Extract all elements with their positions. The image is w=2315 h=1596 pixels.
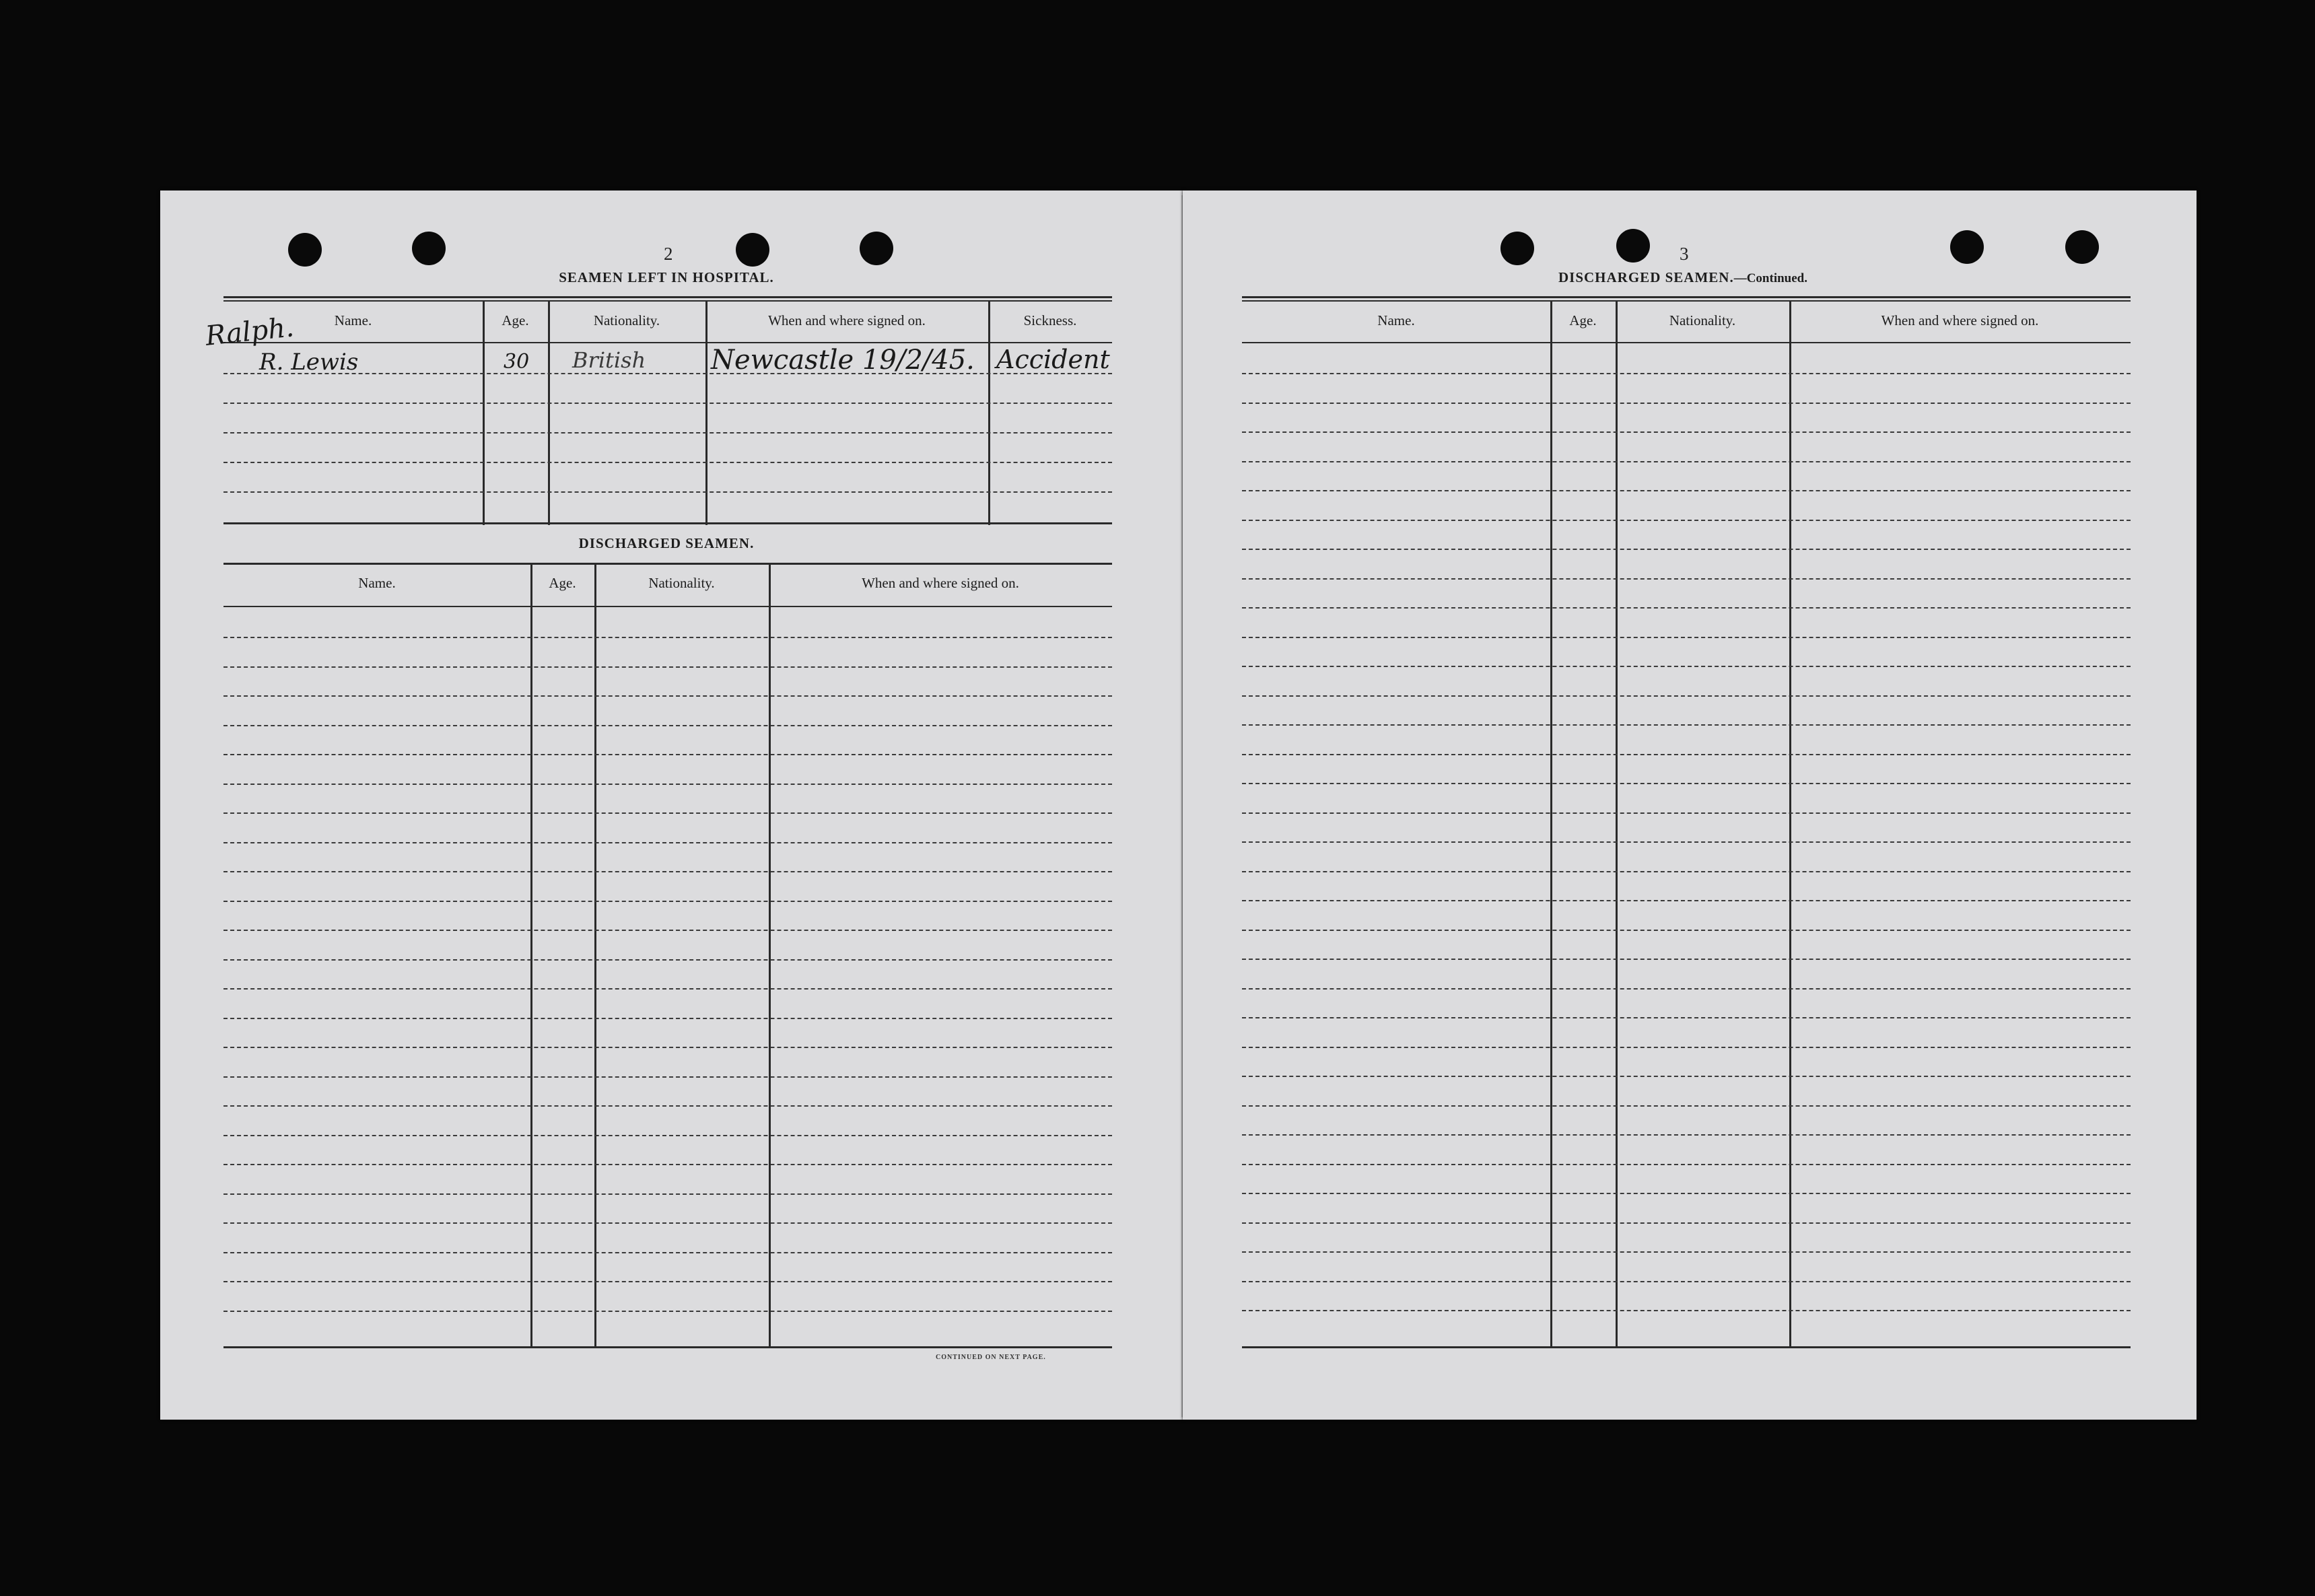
- ruled-line: [223, 1135, 1112, 1136]
- col-header-nationality: Nationality.: [593, 312, 660, 328]
- ruled-line: [223, 812, 1112, 814]
- punch-hole: [736, 233, 769, 267]
- ruled-line: [1242, 959, 2131, 960]
- ruled-line: [223, 1311, 1112, 1312]
- col-header-signed-on: When and where signed on.: [862, 575, 1019, 591]
- ruled-line: [1242, 841, 2131, 843]
- punch-hole: [1950, 230, 1984, 264]
- ruled-line: [223, 1193, 1112, 1195]
- hospital-entry-signed-on: Newcastle 19/2/45.: [711, 345, 975, 376]
- page-number-left: 2: [664, 244, 673, 264]
- ruled-line: [1242, 930, 2131, 931]
- punch-hole: [2065, 230, 2099, 264]
- ruled-line: [1242, 1105, 2131, 1107]
- ruled-line: [1242, 1281, 2131, 1282]
- ruled-line: [1242, 1134, 2131, 1136]
- ruled-line: [1242, 871, 2131, 872]
- col-header-signed-on: When and where signed on.: [768, 312, 926, 328]
- ruled-line: [223, 432, 1112, 433]
- punch-hole: [860, 232, 893, 265]
- ruled-line: [223, 403, 1112, 404]
- discharged-continued-table: [1242, 296, 2131, 1352]
- col-header-age: Age.: [1569, 312, 1597, 328]
- ruled-line: [223, 1222, 1112, 1224]
- ruled-line: [1242, 1251, 2131, 1253]
- continued-title-suffix: —Continued.: [1733, 271, 1807, 285]
- ruled-line: [223, 930, 1112, 931]
- ruled-line: [223, 871, 1112, 872]
- hospital-entry-age: 30: [504, 350, 530, 374]
- ruled-line: [1242, 988, 2131, 990]
- discharged-section-title: DISCHARGED SEAMEN.: [578, 535, 755, 551]
- hospital-section-title: SEAMEN LEFT IN HOSPITAL.: [559, 269, 774, 285]
- ruled-line: [1242, 812, 2131, 814]
- ruled-line: [1242, 900, 2131, 901]
- ruled-line: [223, 1281, 1112, 1282]
- ruled-line: [1242, 1076, 2131, 1077]
- ruled-line: [223, 1105, 1112, 1107]
- discharged-table: [223, 563, 1112, 1352]
- ruled-line: [223, 1252, 1112, 1253]
- ruled-line: [1242, 607, 2131, 609]
- col-header-name: Name.: [358, 575, 396, 591]
- ruled-line: [1242, 754, 2131, 755]
- hospital-entry-sickness: Accident: [996, 345, 1110, 374]
- ruled-line: [1242, 1047, 2131, 1048]
- punch-hole: [288, 233, 322, 267]
- punch-hole: [1616, 229, 1650, 263]
- ruled-line: [223, 1076, 1112, 1078]
- ruled-line: [223, 959, 1112, 961]
- ruled-line: [1242, 520, 2131, 521]
- ruled-line: [223, 1164, 1112, 1165]
- ruled-line: [223, 842, 1112, 843]
- ruled-line: [1242, 373, 2131, 374]
- punch-hole: [1500, 232, 1534, 265]
- ruled-line: [1242, 431, 2131, 433]
- continued-title-main: DISCHARGED SEAMEN.: [1558, 269, 1734, 285]
- continued-section-title: [1481, 269, 1885, 286]
- ruled-line: [223, 1018, 1112, 1019]
- col-header-age: Age.: [502, 312, 529, 328]
- ruled-line: [1242, 1017, 2131, 1018]
- ruled-line: [1242, 1164, 2131, 1165]
- ruled-line: [1242, 1222, 2131, 1224]
- ruled-line: [223, 725, 1112, 726]
- ruled-line: [1242, 724, 2131, 726]
- footer-note: CONTINUED ON NEXT PAGE.: [936, 1354, 1046, 1361]
- ruled-line: [1242, 1193, 2131, 1194]
- hospital-table: [223, 296, 1112, 525]
- col-header-name: Name.: [334, 312, 372, 328]
- col-header-nationality: Nationality.: [648, 575, 715, 591]
- ruled-line: [1242, 578, 2131, 580]
- col-header-signed-on: When and where signed on.: [1881, 312, 2039, 328]
- ruled-line: [1242, 695, 2131, 697]
- ruled-line: [1242, 1310, 2131, 1311]
- ruled-line: [1242, 490, 2131, 491]
- hospital-entry-name-note: Ralph.: [203, 312, 296, 352]
- ruled-line: [223, 666, 1112, 668]
- ruled-line: [1242, 637, 2131, 638]
- col-header-nationality: Nationality.: [1669, 312, 1736, 328]
- ruled-line: [223, 491, 1112, 493]
- ruled-line: [223, 784, 1112, 785]
- ruled-line: [223, 462, 1112, 463]
- ruled-line: [223, 695, 1112, 697]
- col-header-sickness: Sickness.: [1023, 312, 1077, 328]
- col-header-name: Name.: [1377, 312, 1415, 328]
- col-header-age: Age.: [549, 575, 576, 591]
- ruled-line: [1242, 461, 2131, 462]
- hospital-entry-nationality: British: [572, 347, 646, 373]
- punch-hole: [412, 232, 446, 265]
- hospital-entry-name: R. Lewis: [259, 349, 359, 376]
- ruled-line: [223, 988, 1112, 990]
- ruled-line: [223, 754, 1112, 755]
- ruled-line: [1242, 549, 2131, 550]
- ruled-line: [1242, 783, 2131, 784]
- ruled-line: [1242, 403, 2131, 404]
- ruled-line: [223, 1047, 1112, 1048]
- ruled-line: [223, 637, 1112, 638]
- ruled-line: [223, 901, 1112, 902]
- ruled-line: [1242, 666, 2131, 667]
- page-number-right: 3: [1680, 244, 1689, 264]
